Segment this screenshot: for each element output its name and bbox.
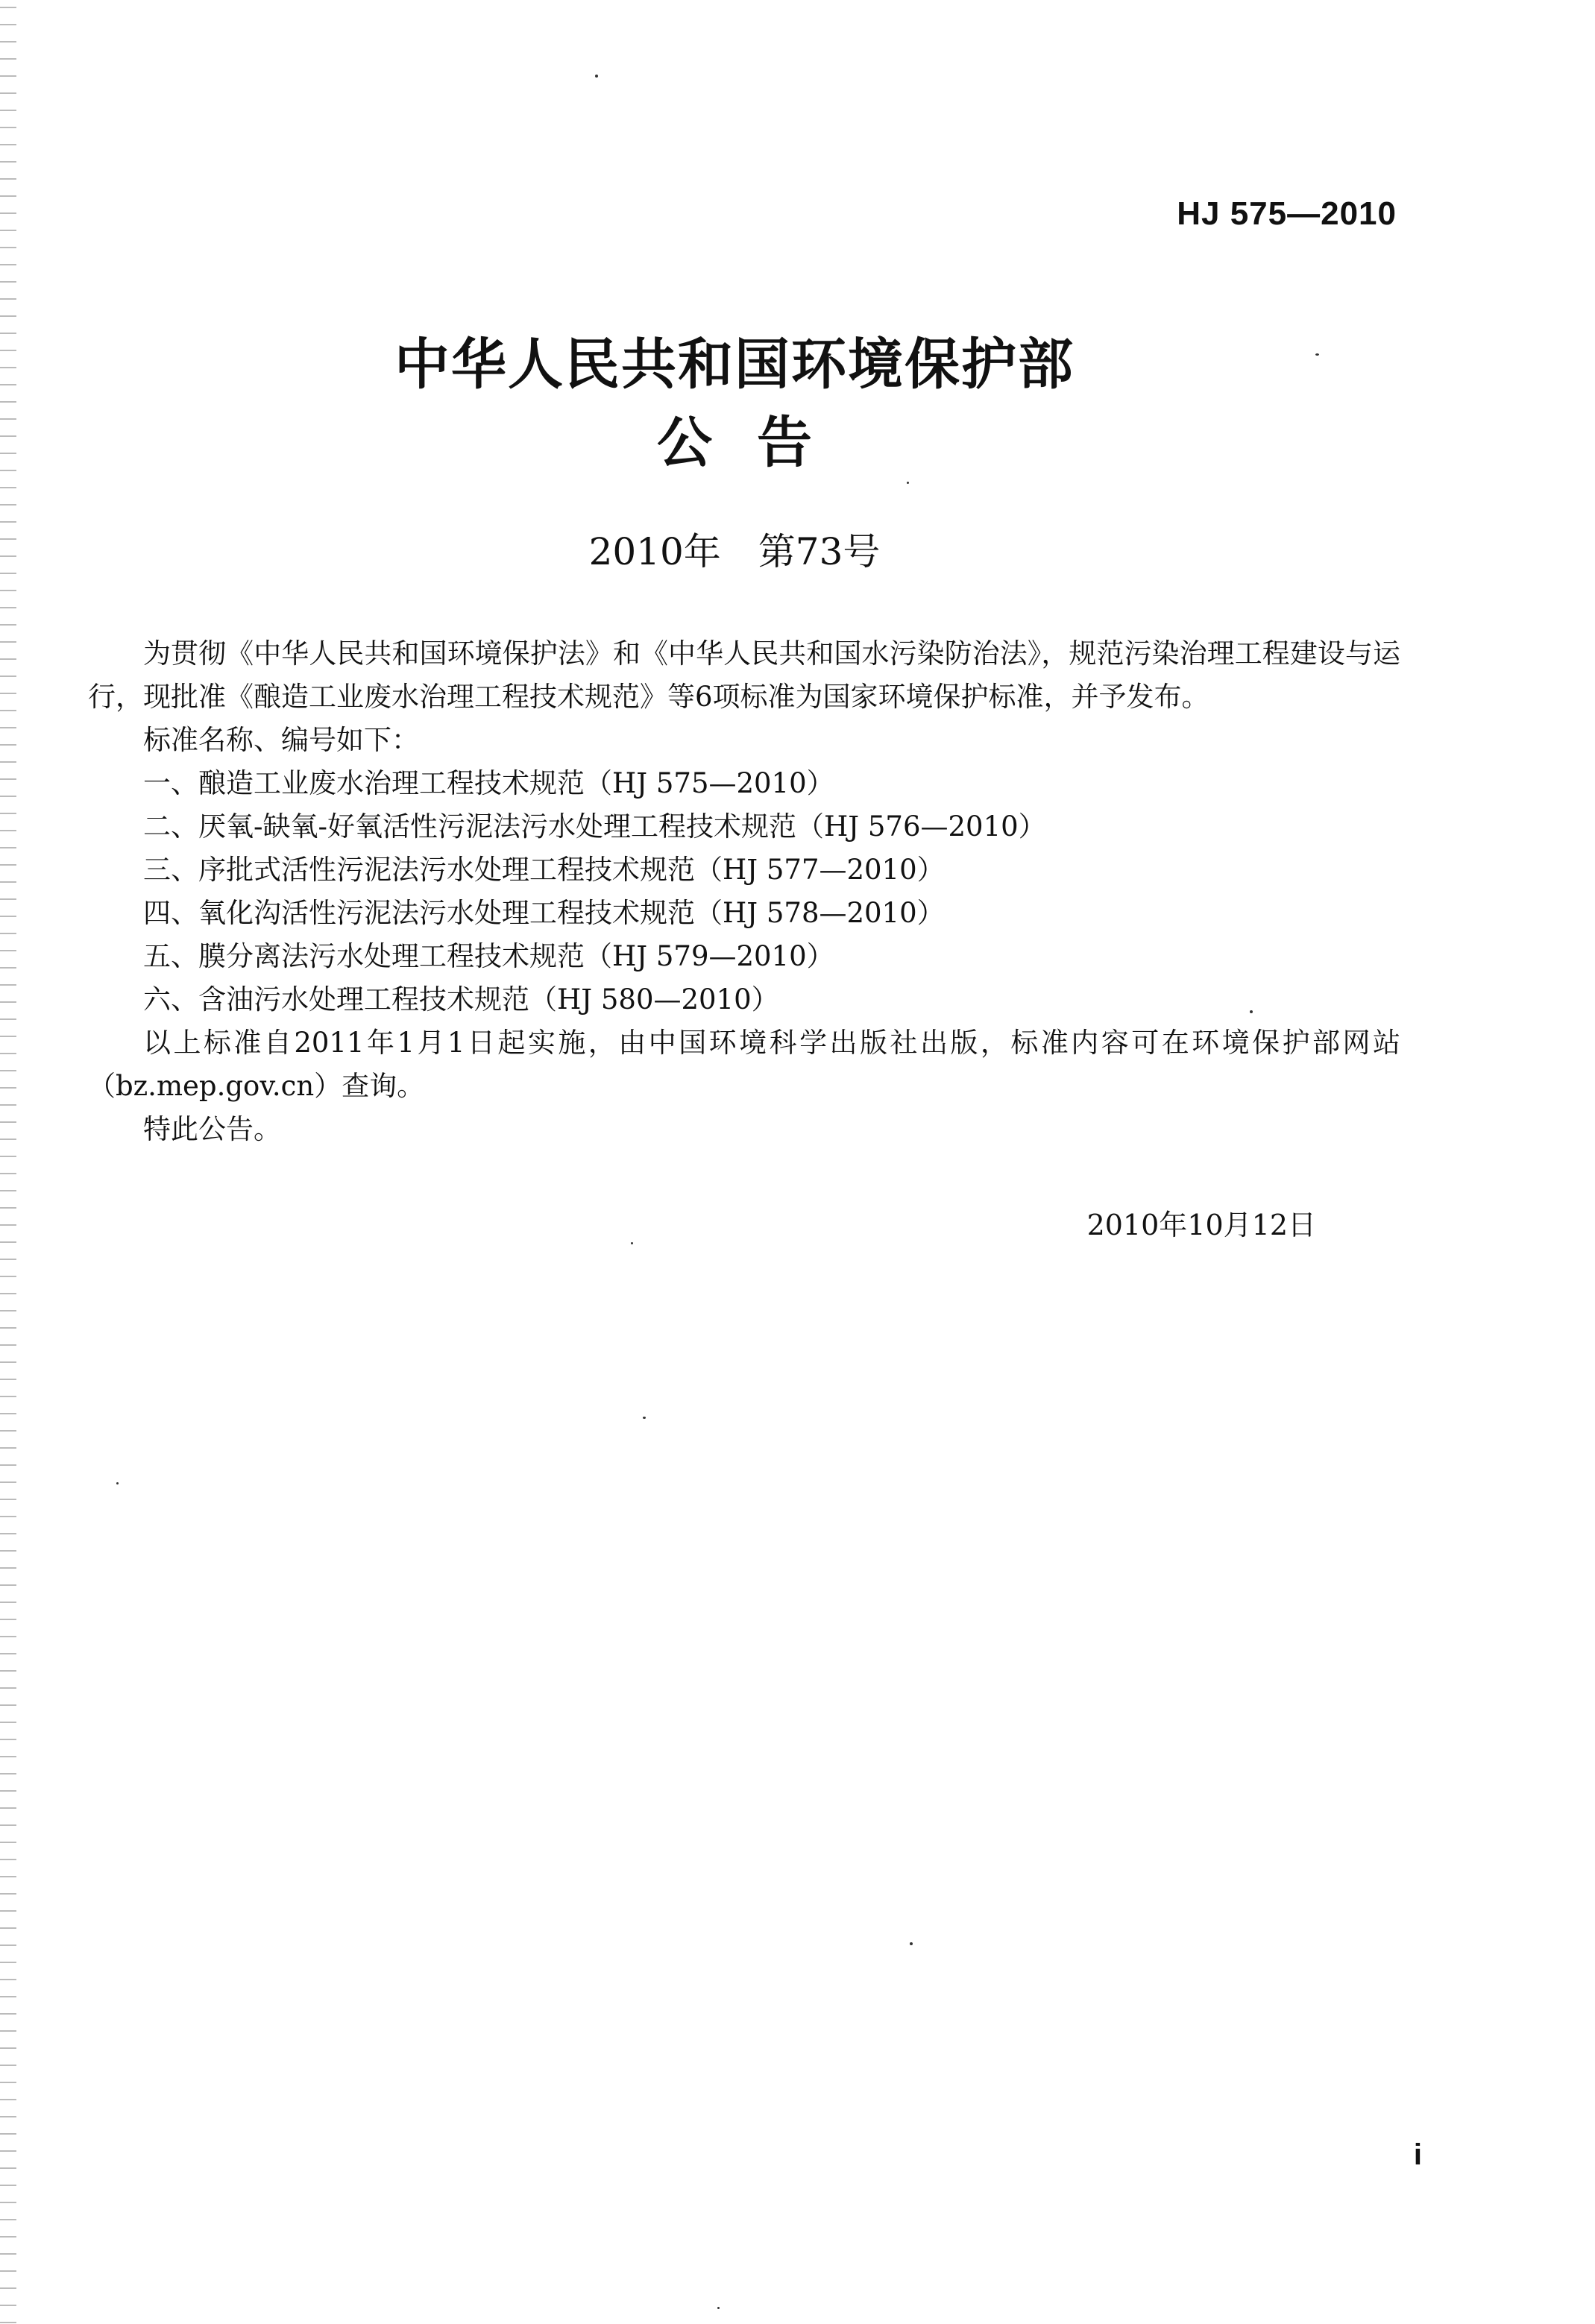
standard-item: 四、氧化沟活性污泥法污水处理工程技术规范（HJ 578—2010） — [143, 897, 945, 929]
standard-item: 五、膜分离法污水处理工程技术规范（HJ 579—2010） — [143, 940, 834, 972]
scan-speck — [1250, 1010, 1253, 1013]
organization-title: 中华人民共和国环境保护部 — [394, 333, 1075, 397]
standard-item: 一、酿造工业废水治理工程技术规范（HJ 575—2010） — [143, 767, 834, 799]
standard-item: 六、含油污水处理工程技术规范（HJ 580—2010） — [143, 983, 779, 1015]
list-heading: 标准名称、编号如下： — [143, 724, 419, 756]
closing-line: 特此公告。 — [143, 1113, 281, 1145]
standard-code: HJ 575—2010 — [1177, 195, 1397, 232]
scan-speck — [595, 75, 598, 78]
notice-title: 公告 — [657, 411, 857, 475]
notice-body — [88, 632, 1400, 1151]
page-number: i — [1413, 2138, 1422, 2171]
scan-speck — [1315, 353, 1319, 356]
issue-number: 2010年 第73号 — [588, 530, 881, 573]
scan-speck — [717, 2307, 720, 2309]
scan-speck — [910, 1942, 913, 1945]
standard-item: 二、厌氧-缺氧-好氧活性污泥法污水处理工程技术规范（HJ 576—2010） — [143, 810, 1046, 843]
scan-speck — [907, 482, 909, 484]
standard-item: 三、序批式活性污泥法污水处理工程技术规范（HJ 577—2010） — [143, 854, 945, 886]
intro-paragraph: 为贯彻《中华人民共和国环境保护法》和《中华人民共和国水污染防治法》，规范污染治理工程建设与运行，现批准《酿造工业废水治理工程技术规范》等6项标准为国家环境保护标准，并予发布。 — [88, 637, 1400, 713]
implementation-paragraph: 以上标准自2011年1月1日起实施，由中国环境科学出版社出版，标准内容可在环境保护部网站（bz.mep.gov.cn）查询。 — [88, 1027, 1400, 1102]
scan-speck — [643, 1417, 646, 1419]
scan-speck — [116, 1482, 119, 1484]
notice-date: 2010年10月12日 — [1086, 1209, 1316, 1241]
scan-speck — [631, 1242, 633, 1244]
